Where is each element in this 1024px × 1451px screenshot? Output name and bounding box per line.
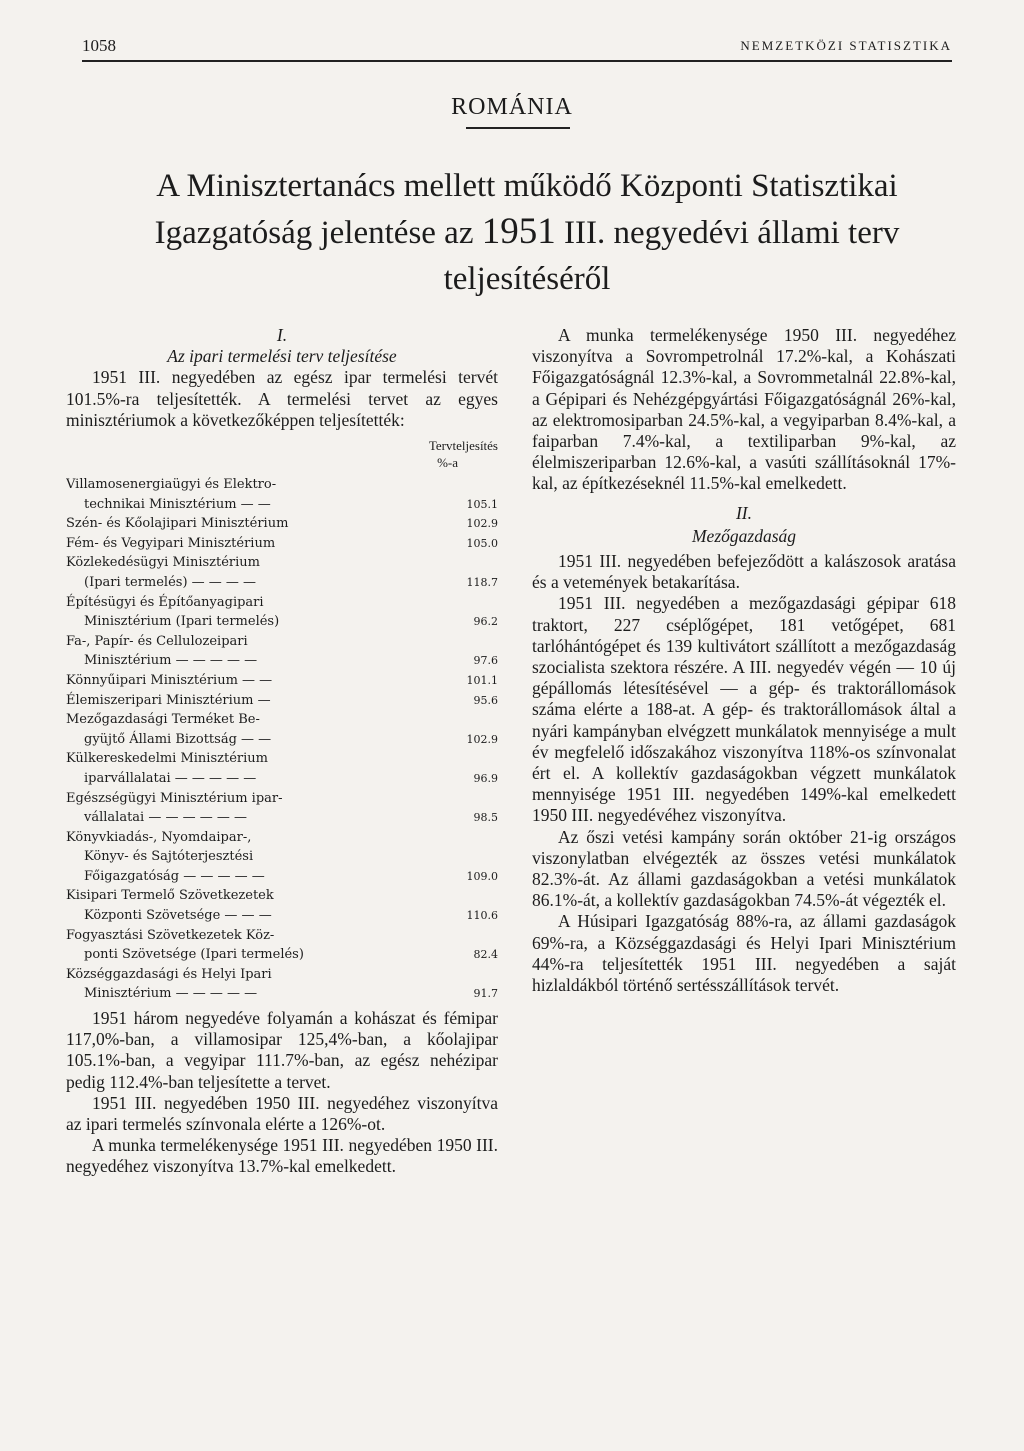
table-row — [66, 769, 498, 789]
table-row — [66, 651, 498, 671]
plan-fulfilment-value: 118.7 — [466, 575, 498, 589]
table-row — [66, 886, 498, 906]
page-header — [82, 34, 952, 62]
plan-fulfilment-value: 98.5 — [473, 811, 498, 825]
table-caption — [66, 437, 498, 471]
ministry-label: Minisztérium — — — — — — [84, 653, 258, 669]
plan-fulfilment-value: 91.7 — [473, 987, 498, 1001]
ministry-label: ponti Szövetsége (Ipari termelés) — [84, 947, 304, 963]
plan-fulfilment-value: 105.1 — [466, 497, 498, 511]
ministry-label: Egészségügyi Minisztérium ipar- — [66, 790, 283, 806]
table-row — [66, 847, 498, 867]
left-column — [66, 325, 498, 1178]
ministry-label: Központi Szövetsége — — — — [84, 908, 272, 924]
ministry-label: Külkereskedelmi Minisztérium — [66, 751, 268, 767]
table-row — [66, 906, 498, 926]
ministry-label: Közlekedésügyi Minisztérium — [66, 555, 260, 571]
ministry-label: Élemiszeripari Minisztérium — — [66, 692, 271, 708]
title-line-3: teljesítéséről — [443, 261, 611, 297]
ministry-label: Könyv- és Sajtóterjesztési — [84, 849, 254, 865]
paragraph-level: 1951 III. negyedében 1950 III. negyedéhez viszonyítva az ipari termelés színvonala elérte a 126%-ot. — [66, 1092, 498, 1135]
table-row — [66, 867, 498, 887]
plan-fulfilment-value: 105.0 — [466, 536, 498, 550]
ministry-label: Községgazdasági és Helyi Ipari — [66, 966, 272, 982]
table-row — [66, 965, 498, 985]
ministry-label: Főigazgatóság — — — — — — [84, 868, 265, 884]
title-line-2-a: Igazgatóság jelentése az — [154, 215, 474, 251]
table-row — [66, 691, 498, 711]
table-caption-2: %-a — [437, 455, 458, 471]
plan-fulfilment-value: 96.2 — [473, 615, 498, 629]
country-heading: ROMÁNIA — [451, 94, 573, 120]
table-caption-1: Tervteljesítés — [428, 438, 498, 454]
heading-rule — [466, 127, 570, 129]
table-row — [66, 495, 498, 515]
table-row — [66, 612, 498, 632]
paragraph-machinery: 1951 III. negyedében a mezőgazdasági gépipar 618 traktort, 227 cséplőgépet, 181 vetőgépet, 681 tarlóhántógépet és 139 kultivátort szállított a mezőgazdaság szocialista szektora részére. A III. negyedév végén — 10 új gépállomás létesítésével — a gép- és traktorállomások száma elérte a 188-at. A gép- és traktorállomások által a nyári kampányban elvégzett munkálatok mennyisége a mult év megfelelő időszakához viszonyítva 118%-os színvonalat ért el. A kollektív gazdaságokban végzett munkálatok mennyisége 1951 III. negyedében 149%-kal emelkedett 1950 III. negyedévéhez viszonyítva. — [532, 593, 956, 826]
paragraph-harvest: 1951 III. negyedében befejeződött a kalászosok aratása és a vetemények betakarítása. — [532, 551, 956, 593]
table-row — [66, 553, 498, 573]
plan-fulfilment-value: 97.6 — [473, 654, 498, 668]
running-title: NEMZETKÖZI STATISZTIKA — [740, 38, 952, 53]
table-row — [66, 984, 498, 1004]
ministry-label: iparvállalatai — — — — — — [84, 770, 257, 786]
table-row — [66, 573, 498, 593]
ministry-label: Építésügyi és Építőanyagipari — [66, 594, 264, 610]
ministry-label: Könnyűipari Minisztérium — — — [66, 672, 273, 688]
table-row — [66, 730, 498, 750]
section-title: Az ipari termelési terv teljesítése — [167, 346, 397, 367]
section-number-2: II. — [735, 502, 753, 523]
ministry-label: Kisipari Termelő Szövetkezetek — [66, 888, 274, 904]
title-line-2-b: III. negyedévi állami terv — [563, 215, 900, 251]
table-row — [66, 514, 498, 534]
title-line-1: A Minisztertanács mellett működő Központi Statisztikai — [156, 168, 898, 204]
ministry-label: Könyvkiadás-, Nyomdaipar-, — [66, 829, 252, 845]
ministry-label: Villamosenergiaügyi és Elektro- — [66, 477, 277, 493]
table-row — [66, 671, 498, 691]
plan-fulfilment-value: 109.0 — [466, 869, 498, 883]
ministry-table — [66, 475, 498, 1004]
table-row — [66, 926, 498, 946]
paragraph-productivity: A munka termelékenysége 1951 III. negyedében 1950 III. negyedéhez viszonyítva 13.7%-kal emelkedett. — [66, 1135, 498, 1177]
section-number: I. — [276, 325, 288, 345]
intro-paragraph: 1951 III. negyedében az egész ipar termelési tervét 101.5%-ra teljesítették. A termelési tervet az egyes minisztériumok a következőképpen teljesítették: — [66, 367, 498, 430]
paragraph-pig-deliveries: A Húsipari Igazgatóság 88%-ra, az állami gazdaságok 69%-ra, a Községgazdasági és Helyi Ipari Minisztérium 44%-ra teljesítették 1951 III. negyedében a saját hizlaldákból történő sertésszállítások tervét. — [532, 911, 956, 996]
title-line-2 — [92, 209, 962, 256]
ministry-label: Minisztérium (Ipari termelés) — [84, 614, 280, 630]
ministry-label: (Ipari termelés) — — — — — [84, 574, 257, 590]
table-row — [66, 808, 498, 828]
ministry-label: Mezőgazdasági Terméket Be- — [66, 712, 260, 728]
table-row — [66, 710, 498, 730]
table-row — [66, 789, 498, 809]
plan-fulfilment-value: 101.1 — [466, 673, 498, 687]
ministry-label: Fém- és Vegyipari Minisztérium — [66, 535, 276, 551]
section-title-2: Mezőgazdaság — [691, 525, 797, 546]
plan-fulfilment-value: 96.9 — [473, 771, 498, 785]
plan-fulfilment-value: 95.6 — [473, 693, 498, 707]
ministry-label: Minisztérium — — — — — — [84, 986, 258, 1002]
ministry-label: Fogyasztási Szövetkezetek Köz- — [66, 927, 275, 943]
paragraph-three-quarters: 1951 három negyedéve folyamán a kohászat és fémipar 117,0%-ban, a villamosipar 125,4%-ban, a kőolajipar 105.1%-ban, a vegyipar 111.7%-ban, az egész nehézipar pedig 112.4%-ban teljesítette a tervet. — [66, 1008, 498, 1092]
page-number: 1058 — [82, 36, 116, 55]
paragraph-autumn-sowing: Az őszi vetési kampány során október 21-ig országos viszonylatban elvégezték az összes vetési munkálatok 82.3%-át. Az állami gazdaságokban a vetési munkálatok 86.1%-át, a kollektív gazdaságokban 74.5%-át végezték el. — [532, 826, 956, 911]
article-title — [92, 163, 962, 302]
plan-fulfilment-value: 102.9 — [466, 517, 498, 531]
table-row — [66, 828, 498, 848]
table-row — [66, 475, 498, 495]
table-row — [66, 534, 498, 554]
plan-fulfilment-value: 82.4 — [473, 948, 498, 962]
paragraph-productivity-sectors: A munka termelékenysége 1950 III. negyedéhez viszonyítva a Sovrompetrolnál 17.2%-kal, a Kohászati Főigazgatóságnál 12.3%-kal, a Sovrommetalnál 22.8%-kal, a Gépipari és Nehézgépgyártási Főigazgatóságnál 26%-kal, az elektromosiparban 24.5%-kal, a vegyiparban 8.4%-kal, a faiparban 7.4%-kal, a textiliparban 9%-kal, az élelmiszeriparban 12.6%-kal, a vasúti szállításoknál 17%-kal, az építkezéseknél 11.5%-kal emelkedett. — [532, 325, 956, 494]
title-year: 1951 — [481, 211, 556, 252]
ministry-label: vállalatai — — — — — — — [84, 810, 247, 826]
plan-fulfilment-value: 110.6 — [466, 909, 498, 923]
plan-fulfilment-value: 102.9 — [466, 732, 498, 746]
ministry-label: Szén- és Kőolajipari Minisztérium — [66, 516, 289, 532]
table-row — [66, 593, 498, 613]
ministry-label: gyüjtő Állami Bizottság — — — [84, 731, 272, 747]
table-row — [66, 945, 498, 965]
ministry-label: technikai Minisztérium — — — [84, 496, 271, 512]
ministry-label: Fa-, Papír- és Cellulozeipari — [66, 633, 248, 649]
table-row — [66, 749, 498, 769]
right-column — [532, 325, 956, 996]
table-row — [66, 632, 498, 652]
